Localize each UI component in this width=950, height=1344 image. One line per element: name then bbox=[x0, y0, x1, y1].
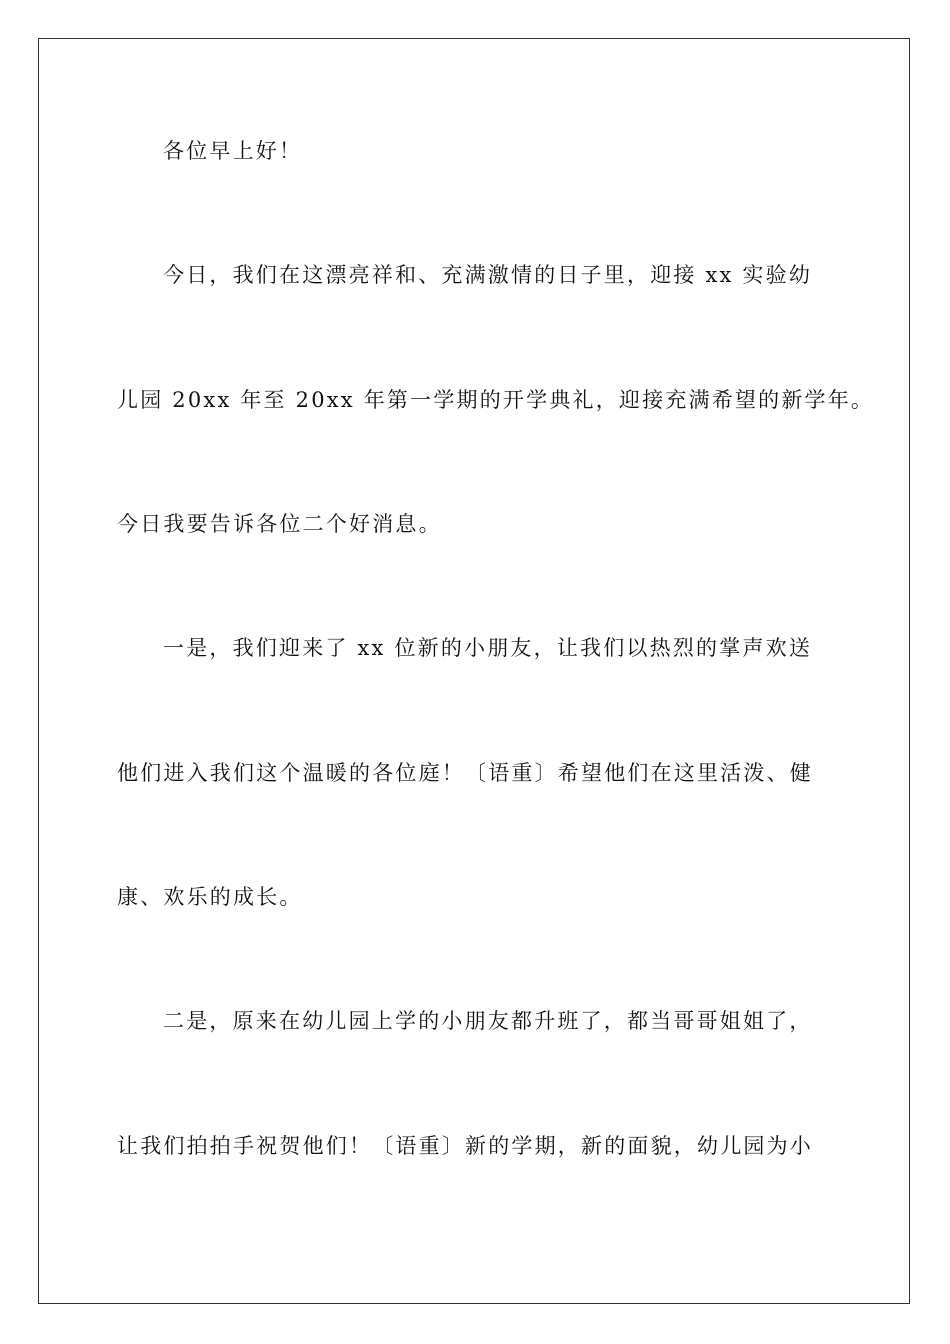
text-line-para2-1: 一是，我们迎来了 xx 位新的小朋友，让我们以热烈的掌声欢送 bbox=[163, 636, 813, 660]
text-line-para3-1: 二是，原来在幼儿园上学的小朋友都升班了，都当哥哥姐姐了， bbox=[163, 1009, 813, 1033]
text-line-para1-3: 今日我要告诉各位二个好消息。 bbox=[117, 512, 442, 536]
text-line-greeting: 各位早上好！ bbox=[163, 139, 303, 163]
page-border bbox=[38, 38, 910, 1304]
text-line-para1-1: 今日，我们在这漂亮祥和、充满激情的日子里，迎接 xx 实验幼 bbox=[163, 263, 813, 287]
text-line-para2-2: 他们进入我们这个温暖的各位庭！〔语重〕希望他们在这里活泼、健 bbox=[117, 761, 813, 785]
text-line-para1-2: 儿园 20xx 年至 20xx 年第一学期的开学典礼，迎接充满希望的新学年。 bbox=[117, 388, 875, 412]
text-line-para2-3: 康、欢乐的成长。 bbox=[117, 885, 303, 909]
text-line-para3-2: 让我们拍拍手祝贺他们！〔语重〕新的学期，新的面貌，幼儿园为小 bbox=[117, 1134, 813, 1158]
